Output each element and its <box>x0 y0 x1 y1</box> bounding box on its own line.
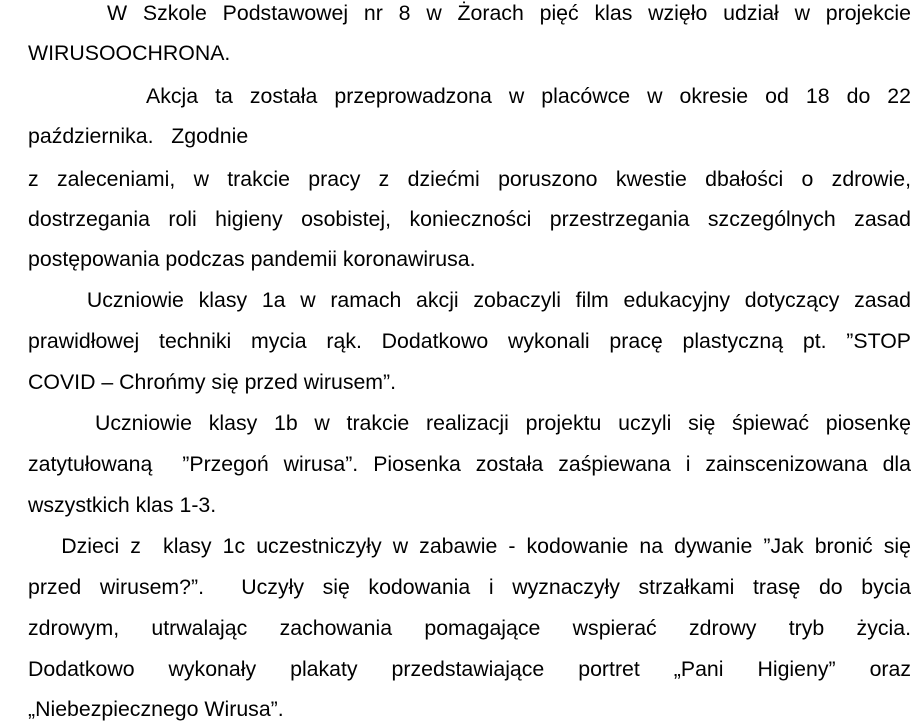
text-line: COVID – Chrońmy się przed wirusem”. <box>28 370 397 394</box>
text-line: przed wirusem?”. Uczyły się kodowania i wyznaczyły strzałkami trasę do bycia <box>28 575 911 599</box>
text-line: Uczniowie klasy 1b w trakcie realizacji projektu uczyli się śpiewać piosenkę <box>28 411 911 435</box>
text-line: z zaleceniami, w trakcie pracy z dziećmi poruszono kwestie dbałości o zdrowie, <box>28 167 911 191</box>
text-line: Dodatkowo wykonały plakaty przedstawiające portret „Pani Higieny” oraz <box>28 657 911 681</box>
text-line: „Niebezpiecznego Wirusa”. <box>28 697 284 721</box>
text-line: Uczniowie klasy 1a w ramach akcji zobaczyli film edukacyjny dotyczący zasad <box>28 288 911 312</box>
text-line: Akcja ta została przeprowadzona w placówce w okresie od 18 do 22 <box>28 84 911 108</box>
text-line: dostrzegania roli higieny osobistej, konieczności przestrzegania szczególnych zasad <box>28 207 911 231</box>
text-line: W Szkole Podstawowej nr 8 w Żorach pięć klas wzięło udział w projekcie <box>28 1 911 25</box>
text-line: zatytułowaną ”Przegoń wirusa”. Piosenka została zaśpiewana i zainscenizowana dla <box>28 452 911 476</box>
text-line: WIRUSOOCHRONA. <box>28 41 231 65</box>
text-line: zdrowym, utrwalając zachowania pomagające wspierać zdrowy tryb życia. <box>28 616 911 640</box>
text-line: Dzieci z klasy 1c uczestniczyły w zabawie - kodowanie na dywanie ”Jak bronić się <box>28 534 911 558</box>
text-line: października. Zgodnie <box>28 124 249 148</box>
text-line: postępowania podczas pandemii koronawirusa. <box>28 247 476 271</box>
text-line: wszystkich klas 1-3. <box>28 493 217 517</box>
text-line: prawidłowej techniki mycia rąk. Dodatkowo wykonali pracę plastyczną pt. ”STOP <box>28 329 911 353</box>
